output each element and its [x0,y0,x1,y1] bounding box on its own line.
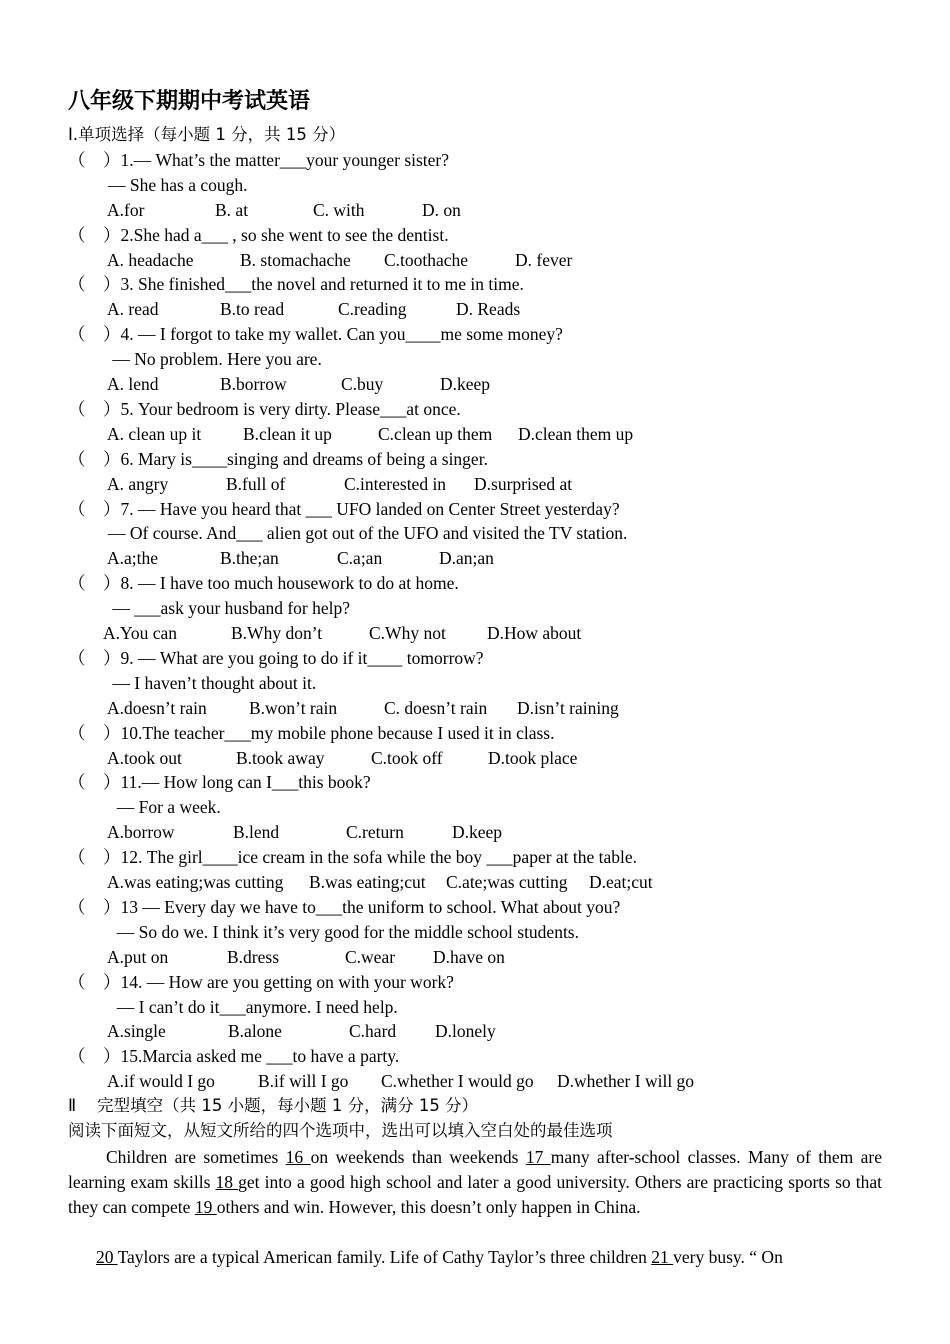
option-a[interactable]: A.single [107,1021,166,1042]
passage-text: many after-school classes. Many of them are learning exam skills [68,1146,882,1192]
question-stem: （ ）8. — I have too much housework to do at home. [68,573,459,594]
option-c[interactable]: C. doesn’t rain [384,697,488,718]
dialogue-reply: — No problem. Here you are. [108,349,322,370]
option-b[interactable]: B.Why don’t [231,623,323,643]
option-c[interactable]: C.a;an [337,548,383,569]
option-b[interactable]: B.if will I go [258,1071,349,1092]
cloze-blank[interactable]: 18 [215,1171,239,1192]
passage-paragraph-2 [68,1245,882,1270]
option-d[interactable]: D.have on [433,946,505,967]
question-stem: （ ）9. — What are you going to do if it____ tomorrow? [68,647,484,668]
option-d[interactable]: D.How about [487,623,582,643]
question-stem: （ ）7. — Have you heard that ___ UFO landed on Center Street yesterday? [68,498,620,519]
option-c[interactable]: C.took off [371,747,443,768]
question-stem: （ ）6. Mary is____singing and dreams of being a singer. [68,448,488,469]
passage-text: very busy. “ On [673,1246,783,1267]
dialogue-reply: — I can’t do it___anymore. I need help. [108,996,398,1017]
section-1-heading: Ⅰ.单项选择（每小题 1 分，共 15 分） [68,125,346,144]
option-c[interactable]: C.return [346,822,404,843]
option-a[interactable]: A.a;the [107,548,159,569]
answer-options [0,547,900,569]
cloze-blank[interactable]: 19 [194,1196,217,1217]
question-stem: （ ）14. — How are you getting on with your work? [68,971,454,992]
option-b[interactable]: B.dress [227,946,280,967]
option-c[interactable]: C.buy [341,374,384,394]
option-b[interactable]: B.was eating;cut [309,872,426,892]
question-stem: （ ）12. The girl____ice cream in the sofa while the boy ___paper at the table. [68,847,638,868]
option-c[interactable]: C.ate;was cutting [446,872,568,892]
option-c[interactable]: C.whether I would go [381,1071,534,1092]
section-2-instruction: 阅读下面短文，从短文所给的四个选项中，选出可以填入空白处的最佳选项 [68,1121,613,1140]
option-d[interactable]: D.keep [440,374,491,394]
answer-options [0,373,900,395]
answer-options [0,622,900,644]
option-a[interactable]: A.was eating;was cutting [107,872,284,892]
option-d[interactable]: D.eat;cut [589,872,653,892]
option-c[interactable]: C.wear [345,946,396,967]
option-b[interactable]: B.won’t rain [249,697,338,718]
option-c[interactable]: C. with [313,199,365,220]
option-b[interactable]: B.lend [233,822,280,843]
answer-options [0,298,900,320]
option-d[interactable]: D.isn’t raining [517,697,619,718]
dialogue-reply: — Of course. And___ alien got out of the UFO and visited the TV station. [108,523,628,544]
cloze-blank[interactable]: 17 [525,1146,551,1167]
answer-options [0,1020,900,1042]
passage-text: others and win. However, this doesn’t only happen in China. [216,1196,641,1217]
dialogue-reply: — For a week. [108,797,221,818]
option-c[interactable]: C.reading [338,299,407,320]
dialogue-reply: — I haven’t thought about it. [108,672,317,693]
answer-options [0,473,900,495]
answer-options [0,423,900,445]
option-b[interactable]: B. at [215,199,249,220]
option-a[interactable]: A.doesn’t rain [107,697,207,718]
answer-options [0,199,900,221]
question-stem: （ ）4. — I forgot to take my wallet. Can you____me some money? [68,324,563,345]
option-d[interactable]: D.whether I will go [557,1071,695,1092]
option-a[interactable]: A. angry [107,473,169,494]
question-stem: （ ）1.— What’s the matter___your younger sister? [68,149,450,170]
question-stem: （ ）3. She finished___the novel and returned it to me in time. [68,274,524,295]
question-stem: （ ）13 — Every day we have to___the uniform to school. What about you? [68,896,621,917]
option-d[interactable]: D. on [422,199,461,220]
question-stem: （ ）5. Your bedroom is very dirty. Please___at once. [68,398,461,419]
cloze-blank[interactable]: 16 [285,1146,311,1167]
cloze-blank[interactable]: 21 [651,1246,674,1267]
option-b[interactable]: B.clean it up [243,423,332,444]
option-a[interactable]: A.borrow [107,822,175,843]
dialogue-reply: — So do we. I think it’s very good for the middle school students. [108,921,579,942]
option-a[interactable]: A. headache [107,249,194,270]
option-c[interactable]: C.Why not [369,623,446,643]
dialogue-reply: — She has a cough. [108,174,248,195]
option-a[interactable]: A. read [107,299,159,320]
question-stem: （ ）15.Marcia asked me ___to have a party. [68,1046,400,1067]
answer-options [0,747,900,769]
option-b[interactable]: B.borrow [220,374,287,394]
option-d[interactable]: D.clean them up [518,423,634,444]
passage-text: Children are sometimes [106,1146,286,1167]
question-stem: （ ）2.She had a___ , so she went to see the dentist. [68,224,449,245]
option-c[interactable]: C.clean up them [378,423,493,444]
option-a[interactable]: A. clean up it [107,423,202,444]
option-d[interactable]: D.surprised at [474,473,573,494]
option-d[interactable]: D.took place [488,747,578,768]
passage-text: Taylors are a typical American family. Life of Cathy Taylor’s three children [117,1246,652,1267]
option-a[interactable]: A.You can [103,623,178,643]
option-c[interactable]: C.toothache [384,249,469,270]
option-d[interactable]: D.lonely [435,1021,496,1042]
option-a[interactable]: A.for [107,199,145,220]
cloze-blank[interactable]: 20 [96,1246,118,1267]
answer-options [0,821,900,843]
option-b[interactable]: B.the;an [220,548,279,569]
answer-options [0,697,900,719]
option-a[interactable]: A. lend [107,374,159,394]
option-c[interactable]: C.interested in [344,473,447,494]
answer-options [0,249,900,271]
option-a[interactable]: A.took out [107,747,182,768]
question-stem: （ ）10.The teacher___my mobile phone because I used it in class. [68,722,555,743]
option-a[interactable]: A.put on [107,946,169,967]
passage-paragraph-1 [68,1145,882,1220]
option-d[interactable]: D.an;an [439,548,494,569]
answer-options [0,871,900,893]
option-c[interactable]: C.hard [349,1021,397,1042]
option-d[interactable]: D.keep [452,822,503,843]
dialogue-reply: — ___ask your husband for help? [108,598,351,619]
option-b[interactable]: B.alone [228,1021,282,1042]
option-b[interactable]: B.full of [226,473,286,494]
option-a[interactable]: A.if would I go [107,1071,215,1092]
answer-options [0,1070,900,1092]
option-b[interactable]: B.took away [236,747,325,768]
option-b[interactable]: B.to read [220,299,285,320]
page-title: 八年级下期期中考试英语 [68,89,311,114]
option-b[interactable]: B. stomachache [240,249,351,270]
option-d[interactable]: D. Reads [456,299,521,320]
passage-text: get into a good high school and later a good university. Others are practicing sports so that they can compete [68,1171,882,1217]
section-2-heading: Ⅱ 完型填空（共 15 小题，每小题 1 分，满分 15 分） [68,1096,479,1116]
passage-text: on weekends than weekends [310,1146,526,1167]
question-stem: （ ）11.— How long can I___this book? [68,772,371,793]
answer-options [0,946,900,968]
option-d[interactable]: D. fever [515,249,573,270]
